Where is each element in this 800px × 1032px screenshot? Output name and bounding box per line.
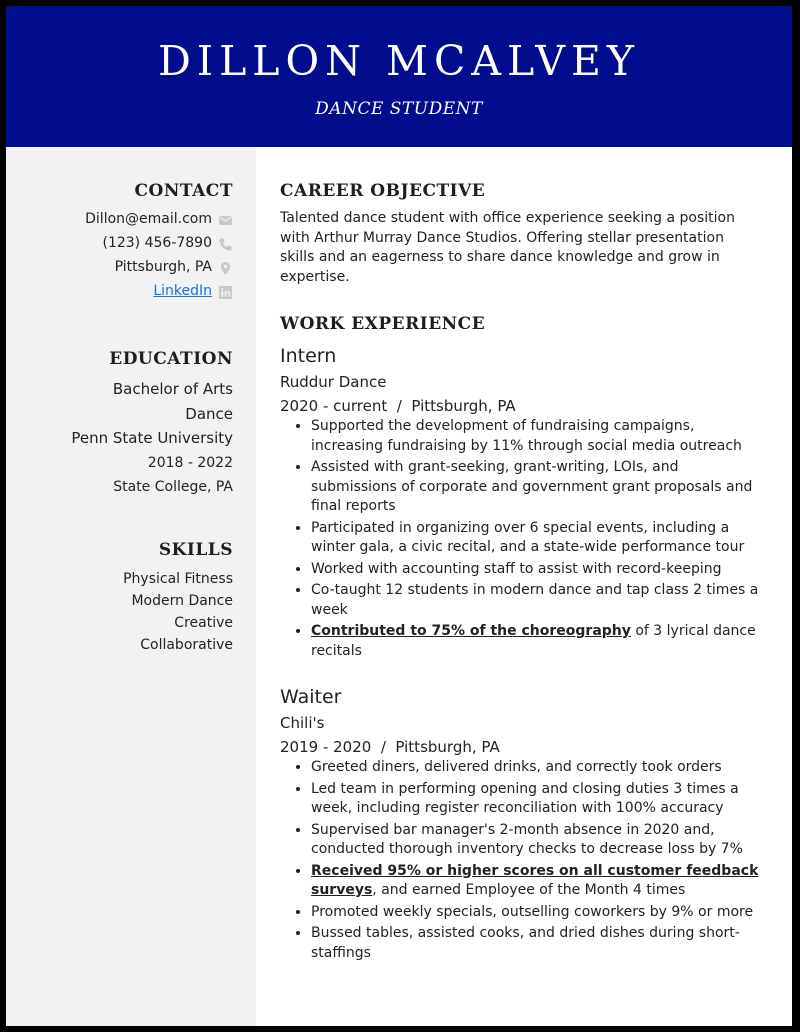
job-company: Ruddur Dance — [280, 373, 387, 391]
education-heading: EDUCATION — [109, 349, 233, 369]
contact-location — [6, 255, 233, 279]
email-text: Dillon@email.com — [85, 211, 212, 227]
skill-item: Creative — [174, 615, 233, 631]
bullet-item: • Co-taught 12 students in modern dance and tap class 2 times a week — [311, 581, 760, 620]
bullet-item: • Supervised bar manager's 2-month absence in 2020 and, conducted thorough inventory checks to decrease loss by 7% — [311, 821, 760, 860]
resume-page — [6, 6, 792, 1026]
skill-item: Physical Fitness — [123, 571, 233, 587]
contact-heading: CONTACT — [134, 181, 233, 201]
job-title: Intern — [280, 345, 337, 367]
job-company: Chili's — [280, 714, 325, 732]
bullet-item: • Supported the development of fundraising campaigns, increasing fundraising by 11% through social media outreach — [311, 417, 760, 456]
bullet-item: • Led team in performing opening and closing duties 3 times a week, including register reconciliation with 100% accuracy — [311, 780, 760, 819]
job-entry — [280, 344, 760, 661]
phone-icon — [218, 236, 233, 251]
education-major: Dance — [185, 404, 233, 423]
work-section — [280, 314, 760, 965]
skills-heading: SKILLS — [158, 540, 233, 560]
bullet-item: • Bussed tables, assisted cooks, and dried dishes during short-staffings — [311, 924, 760, 963]
bullet-item: • Greeted diners, delivered drinks, and correctly took orders — [311, 758, 760, 778]
job-dates: 2019 - 2020 / Pittsburgh, PA — [280, 738, 500, 756]
candidate-name: DILLON MCALVEY — [158, 37, 640, 85]
job-entry — [280, 685, 760, 963]
education-section — [6, 349, 233, 500]
job-bullets — [280, 417, 760, 661]
education-degree: Bachelor of Arts — [112, 380, 233, 398]
location-text: Pittsburgh, PA — [114, 259, 212, 275]
resume-header — [6, 6, 792, 147]
bullet-item: • Worked with accounting staff to assist with record-keeping — [311, 560, 760, 580]
bullet-text: of 3 lyrical dance recitals — [311, 623, 756, 659]
job-title: Waiter — [280, 686, 342, 708]
bullet-text: , and earned Employee of the Month 4 times — [372, 882, 686, 898]
skill-item: Collaborative — [140, 637, 233, 653]
job-bullets — [280, 758, 760, 963]
objective-text: Talented dance student with office experience seeking a position with Arthur Murray Dance Studios. Offering stellar presentation skills and an eagerness to share dance knowledge and grow in expertise. — [280, 210, 735, 285]
contact-email — [6, 207, 233, 231]
education-years: 2018 - 2022 — [147, 454, 233, 471]
sidebar — [6, 147, 256, 1026]
bullet-highlight: Contributed to 75% of the choreography — [311, 623, 631, 639]
contact-section — [6, 181, 233, 303]
objective-section — [280, 181, 760, 287]
bullet-item: • Promoted weekly specials, outselling coworkers by 9% or more — [311, 903, 760, 923]
skills-section — [6, 540, 233, 656]
job-dates: 2020 - current / Pittsburgh, PA — [280, 397, 516, 415]
phone-text: (123) 456-7890 — [102, 235, 212, 251]
contact-linkedin[interactable] — [6, 279, 233, 303]
education-school: Penn State University — [71, 429, 233, 447]
education-location: State College, PA — [113, 479, 233, 495]
work-heading: WORK EXPERIENCE — [280, 314, 486, 334]
bullet-item — [311, 862, 760, 901]
candidate-title: DANCE STUDENT — [315, 99, 483, 119]
bullet-item: • Assisted with grant-seeking, grant-writing, LOIs, and submissions of corporate and government grant proposals and final reports — [311, 458, 760, 517]
skill-item: Modern Dance — [131, 593, 233, 609]
bullet-highlight: Received 95% or higher scores on all customer feedback surveys — [311, 862, 759, 898]
objective-heading: CAREER OBJECTIVE — [280, 181, 486, 201]
contact-phone — [6, 231, 233, 255]
envelope-icon — [218, 212, 233, 227]
linkedin-link[interactable]: LinkedIn — [153, 283, 212, 299]
map-pin-icon — [218, 260, 233, 275]
bullet-item — [311, 622, 760, 661]
linkedin-icon — [218, 284, 233, 299]
bullet-item: • Participated in organizing over 6 special events, including a winter gala, a civic recital, and a state-wide performance tour — [311, 519, 760, 558]
